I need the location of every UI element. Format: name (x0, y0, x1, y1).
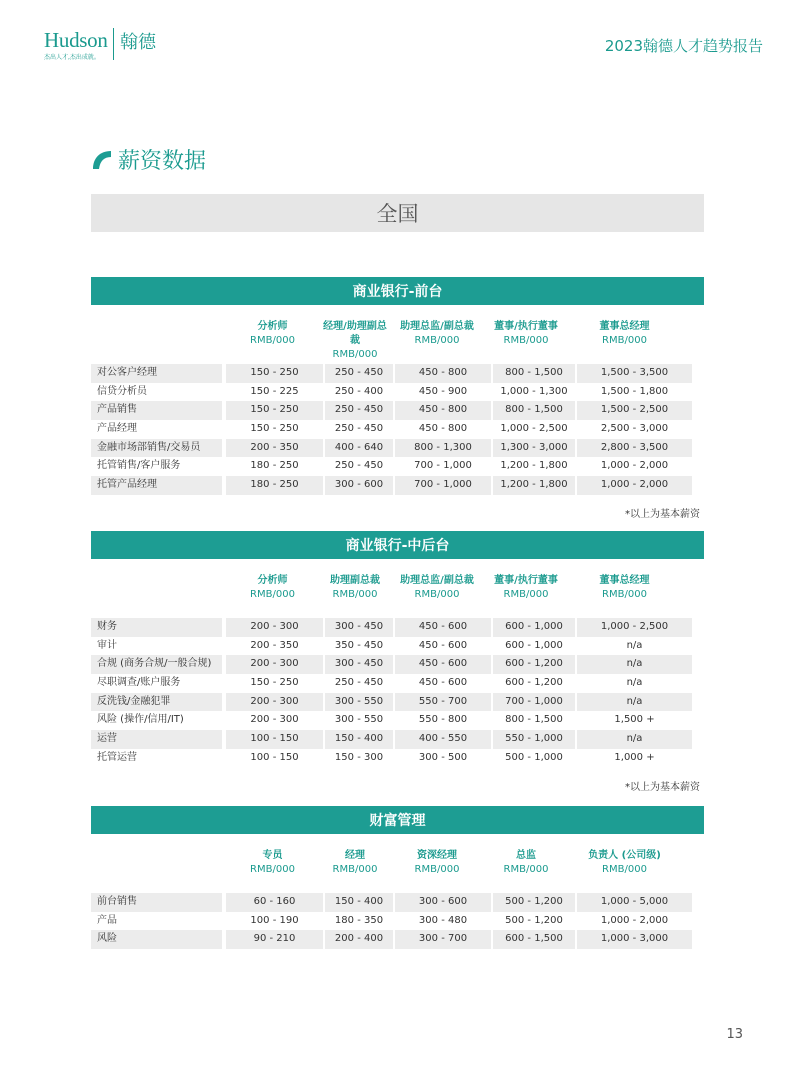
column-title: 经理/助理副总裁 (323, 321, 387, 346)
salary-cell: 1,500 - 3,500 (577, 364, 692, 383)
salary-cell: 150 - 400 (325, 893, 393, 912)
salary-cell: 600 - 1,000 (493, 637, 575, 656)
salary-cell: 300 - 450 (325, 655, 393, 674)
salary-cell: 450 - 600 (395, 655, 491, 674)
salary-cell: 2,500 - 3,000 (577, 420, 692, 439)
column-unit: RMB/000 (602, 589, 647, 600)
salary-cell: 550 - 800 (395, 711, 491, 730)
report-title: 2023翰德人才趋势报告 (604, 37, 763, 55)
column-unit: RMB/000 (602, 335, 647, 346)
column-unit: RMB/000 (250, 335, 295, 346)
column-unit: RMB/000 (250, 864, 295, 875)
salary-cell: 450 - 600 (395, 674, 491, 693)
table-row (91, 383, 704, 402)
salary-cell: 200 - 400 (325, 930, 393, 949)
role-cell: 对公客户经理 (91, 364, 222, 383)
salary-cell: 550 - 700 (395, 693, 491, 712)
salary-cell: 2,800 - 3,500 (577, 439, 692, 458)
column-unit: RMB/000 (503, 589, 549, 600)
salary-cell: 1,000 - 3,000 (577, 930, 692, 949)
salary-table-middle-back-office (91, 531, 704, 793)
table-row (91, 439, 704, 458)
column-title: 资深经理 (417, 850, 457, 861)
column-title: 分析师 (257, 575, 288, 586)
table-header-row (91, 849, 704, 879)
column-unit: RMB/000 (414, 864, 460, 875)
role-cell: 审计 (91, 637, 222, 656)
salary-cell: 100 - 150 (226, 749, 323, 768)
column-title: 分析师 (257, 321, 288, 332)
salary-cell: 150 - 250 (226, 420, 323, 439)
column-header (567, 320, 682, 350)
salary-cell: 250 - 450 (325, 674, 393, 693)
column-title: 董事/执行董事 (494, 321, 558, 332)
table-row (91, 893, 704, 912)
table-header-row (91, 574, 704, 604)
salary-cell: 500 - 1,000 (493, 749, 575, 768)
salary-cell: 100 - 150 (226, 730, 323, 749)
column-header (321, 849, 389, 879)
salary-cell: 300 - 600 (395, 893, 491, 912)
base-salary-note: *以上为基本薪资 (625, 781, 700, 793)
table-title: 财富管理 (91, 806, 704, 834)
salary-cell: 550 - 1,000 (493, 730, 575, 749)
salary-cell: 450 - 800 (395, 420, 491, 439)
column-title: 助理总监/副总裁 (400, 575, 474, 586)
table-row (91, 912, 704, 931)
column-header (567, 849, 682, 879)
salary-cell: 800 - 1,500 (493, 364, 575, 383)
salary-cell: 800 - 1,500 (493, 711, 575, 730)
role-cell: 产品 (91, 912, 222, 931)
column-title: 经理 (345, 850, 365, 861)
salary-cell: 1,500 + (577, 711, 692, 730)
table-title: 商业银行-中后台 (91, 531, 704, 559)
column-header (485, 320, 567, 350)
salary-cell: 600 - 1,200 (493, 674, 575, 693)
salary-cell: 180 - 250 (226, 476, 323, 495)
salary-cell: 350 - 450 (325, 637, 393, 656)
column-unit: RMB/000 (503, 335, 549, 346)
salary-cell: 1,000 + (577, 749, 692, 768)
salary-cell: 1,000 - 2,000 (577, 912, 692, 931)
logo-divider (113, 28, 114, 60)
role-cell: 产品经理 (91, 420, 222, 439)
salary-cell: 700 - 1,000 (493, 693, 575, 712)
logo-slogan: 杰出人才,杰出成就。 (44, 54, 100, 61)
salary-cell: 450 - 800 (395, 401, 491, 420)
salary-cell: 400 - 550 (395, 730, 491, 749)
salary-cell: 700 - 1,000 (395, 476, 491, 495)
salary-cell: 100 - 190 (226, 912, 323, 931)
column-unit: RMB/000 (332, 589, 378, 600)
salary-cell: 450 - 900 (395, 383, 491, 402)
salary-cell: 1,300 - 3,000 (493, 439, 575, 458)
header-spacer (91, 574, 224, 604)
salary-cell: n/a (577, 637, 692, 656)
page-number: 13 (726, 1027, 743, 1042)
role-cell: 托管运营 (91, 749, 222, 768)
salary-cell: 1,000 - 2,500 (577, 618, 692, 637)
table-row (91, 749, 704, 768)
salary-cell: 300 - 550 (325, 711, 393, 730)
salary-cell: n/a (577, 655, 692, 674)
section-heading (92, 144, 206, 175)
salary-cell: 300 - 600 (325, 476, 393, 495)
column-header (485, 574, 567, 604)
logo-text-cn: 翰德 (120, 32, 156, 53)
salary-cell: 1,500 - 1,800 (577, 383, 692, 402)
salary-cell: 450 - 800 (395, 364, 491, 383)
table-body (91, 364, 704, 495)
salary-cell: 600 - 1,200 (493, 655, 575, 674)
salary-cell: 200 - 350 (226, 637, 323, 656)
salary-cell: 200 - 300 (226, 618, 323, 637)
table-row (91, 420, 704, 439)
role-cell: 风险 (操作/信用/IT) (91, 711, 222, 730)
logo-text-en: Hudson (44, 28, 108, 52)
salary-cell: 1,500 - 2,500 (577, 401, 692, 420)
salary-cell: 300 - 450 (325, 618, 393, 637)
table-row (91, 618, 704, 637)
column-title: 负责人 (公司级) (588, 850, 661, 861)
salary-cell: n/a (577, 674, 692, 693)
table-header-row (91, 320, 704, 360)
salary-cell: 300 - 480 (395, 912, 491, 931)
salary-cell: 300 - 700 (395, 930, 491, 949)
column-unit: RMB/000 (414, 589, 460, 600)
table-row (91, 693, 704, 712)
salary-cell: 180 - 250 (226, 457, 323, 476)
role-cell: 前台销售 (91, 893, 222, 912)
column-title: 助理副总裁 (330, 575, 380, 586)
salary-cell: 1,200 - 1,800 (493, 476, 575, 495)
salary-cell: 250 - 400 (325, 383, 393, 402)
salary-cell: 1,000 - 2,500 (493, 420, 575, 439)
salary-cell: 1,000 - 1,300 (493, 383, 575, 402)
header-spacer (91, 849, 224, 879)
header-spacer (91, 320, 224, 350)
salary-cell: 150 - 400 (325, 730, 393, 749)
salary-cell: 1,200 - 1,800 (493, 457, 575, 476)
role-cell: 合规 (商务合规/一般合规) (91, 655, 222, 674)
salary-cell: 200 - 300 (226, 655, 323, 674)
column-header (321, 320, 389, 360)
column-header (389, 849, 485, 879)
salary-cell: 800 - 1,300 (395, 439, 491, 458)
role-cell: 财务 (91, 618, 222, 637)
table-row (91, 674, 704, 693)
salary-table-front-office (91, 277, 704, 520)
role-cell: 金融市场部销售/交易员 (91, 439, 222, 458)
role-cell: 风险 (91, 930, 222, 949)
column-title: 董事总经理 (599, 321, 650, 332)
salary-cell: 250 - 450 (325, 401, 393, 420)
salary-cell: 800 - 1,500 (493, 401, 575, 420)
column-header (389, 574, 485, 604)
section-title: 薪资数据 (118, 149, 207, 174)
column-title: 董事总经理 (599, 575, 650, 586)
salary-cell: 400 - 640 (325, 439, 393, 458)
salary-cell: 450 - 600 (395, 618, 491, 637)
column-header (389, 320, 485, 350)
column-header (567, 574, 682, 604)
salary-cell: 200 - 300 (226, 693, 323, 712)
column-header (224, 574, 321, 604)
salary-cell: 600 - 1,500 (493, 930, 575, 949)
column-title: 助理总监/副总裁 (400, 321, 474, 332)
column-title: 董事/执行董事 (494, 575, 558, 586)
column-header (224, 320, 321, 350)
salary-cell: 150 - 250 (226, 401, 323, 420)
role-cell: 信贷分析员 (91, 383, 222, 402)
salary-cell: 1,000 - 5,000 (577, 893, 692, 912)
salary-cell: 90 - 210 (226, 930, 323, 949)
column-header (321, 574, 389, 604)
role-cell: 运营 (91, 730, 222, 749)
salary-cell: 60 - 160 (226, 893, 323, 912)
salary-cell: 600 - 1,000 (493, 618, 575, 637)
role-cell: 托管产品经理 (91, 476, 222, 495)
column-unit: RMB/000 (503, 864, 549, 875)
table-row (91, 655, 704, 674)
table-row (91, 364, 704, 383)
column-unit: RMB/000 (250, 589, 295, 600)
role-cell: 产品销售 (91, 401, 222, 420)
salary-cell: 500 - 1,200 (493, 893, 575, 912)
salary-cell: 450 - 600 (395, 637, 491, 656)
salary-cell: 500 - 1,200 (493, 912, 575, 931)
salary-cell: 1,000 - 2,000 (577, 476, 692, 495)
hudson-logo (44, 28, 156, 61)
salary-cell: 150 - 300 (325, 749, 393, 768)
salary-cell: 200 - 350 (226, 439, 323, 458)
column-header (485, 849, 567, 879)
table-row (91, 730, 704, 749)
column-unit: RMB/000 (602, 864, 647, 875)
salary-cell: 250 - 450 (325, 364, 393, 383)
leaf-icon (92, 150, 112, 170)
table-body (91, 893, 704, 949)
salary-cell: n/a (577, 730, 692, 749)
table-row (91, 930, 704, 949)
region-bar: 全国 (91, 194, 704, 232)
salary-cell: 250 - 450 (325, 457, 393, 476)
table-row (91, 476, 704, 495)
role-cell: 尽职调查/账户服务 (91, 674, 222, 693)
salary-cell: 300 - 550 (325, 693, 393, 712)
salary-cell: 180 - 350 (325, 912, 393, 931)
salary-table-wealth-management (91, 806, 704, 949)
table-row (91, 711, 704, 730)
table-title: 商业银行-前台 (91, 277, 704, 305)
table-row (91, 401, 704, 420)
column-title: 总监 (516, 850, 536, 861)
table-row (91, 457, 704, 476)
column-unit: RMB/000 (332, 864, 378, 875)
column-unit: RMB/000 (414, 335, 460, 346)
table-row (91, 637, 704, 656)
salary-cell: n/a (577, 693, 692, 712)
base-salary-note: *以上为基本薪资 (625, 508, 700, 520)
salary-cell: 300 - 500 (395, 749, 491, 768)
salary-cell: 150 - 250 (226, 364, 323, 383)
salary-cell: 150 - 225 (226, 383, 323, 402)
salary-cell: 200 - 300 (226, 711, 323, 730)
column-unit: RMB/000 (332, 349, 378, 360)
role-cell: 反洗钱/金融犯罪 (91, 693, 222, 712)
role-cell: 托管销售/客户服务 (91, 457, 222, 476)
salary-cell: 250 - 450 (325, 420, 393, 439)
salary-cell: 150 - 250 (226, 674, 323, 693)
column-header (224, 849, 321, 879)
salary-cell: 1,000 - 2,000 (577, 457, 692, 476)
table-body (91, 618, 704, 768)
column-title: 专员 (262, 850, 283, 861)
salary-cell: 700 - 1,000 (395, 457, 491, 476)
